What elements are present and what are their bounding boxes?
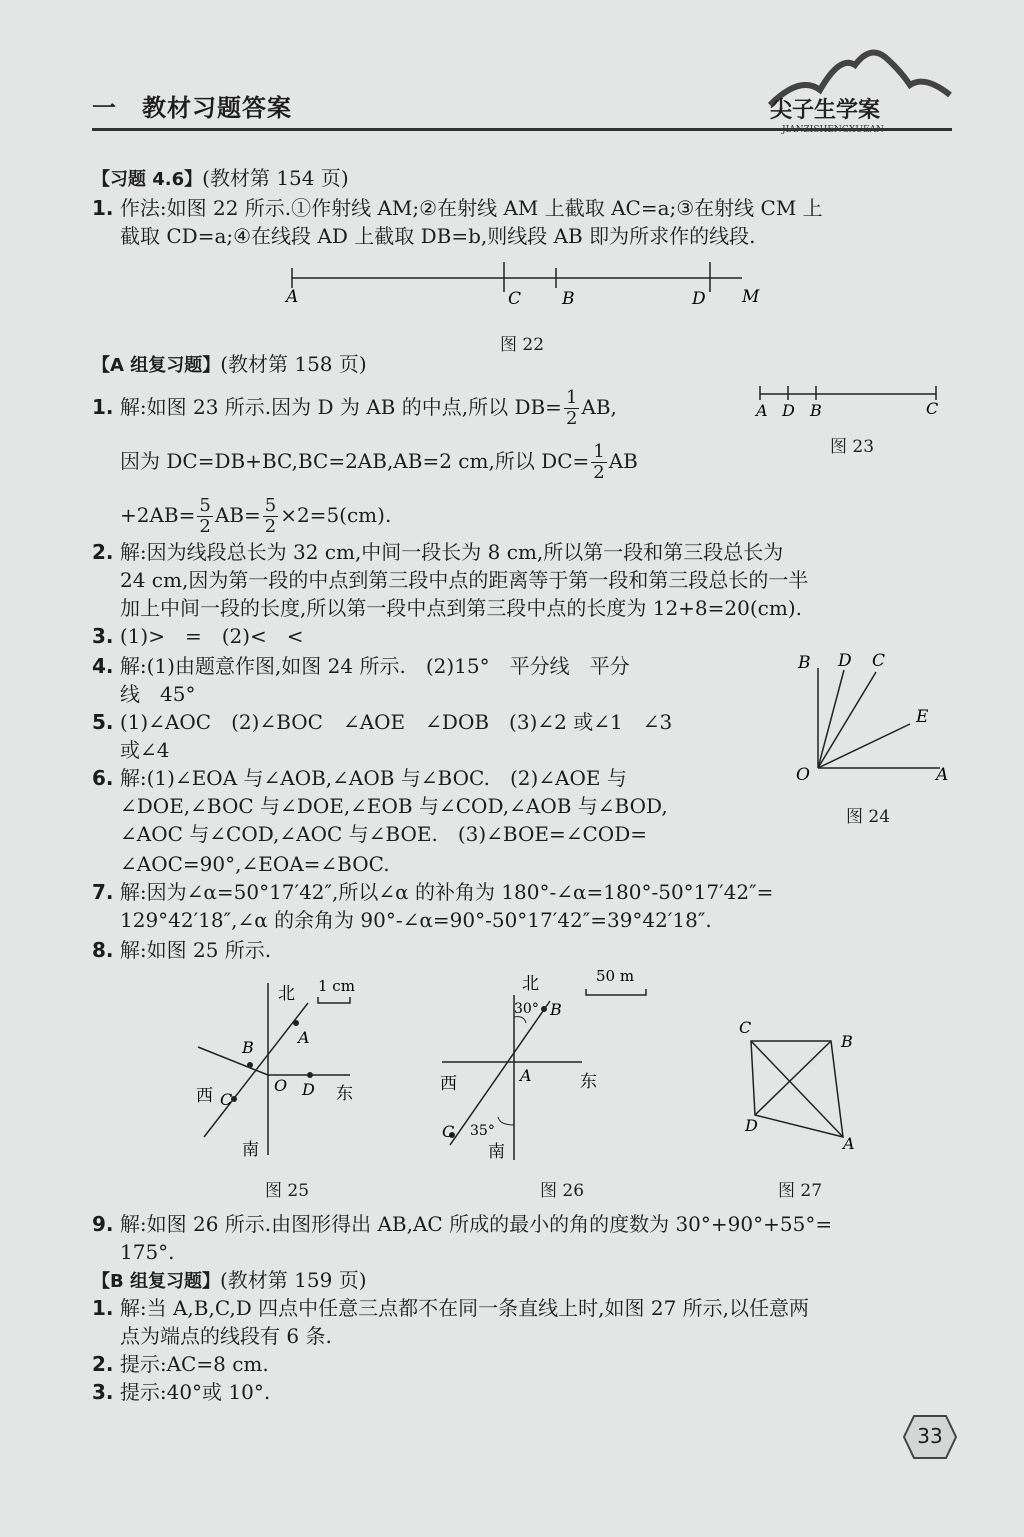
label-A: A xyxy=(843,1134,855,1153)
a6-line1 xyxy=(92,764,627,792)
b3-text: 提示:40°或 10°. xyxy=(119,1380,271,1404)
label-B: B xyxy=(810,401,822,420)
label-D: D xyxy=(692,289,706,309)
label-A: A xyxy=(286,287,299,307)
a5-line1 xyxy=(92,708,672,736)
figure-27-caption: 图 27 xyxy=(778,1181,823,1201)
question-number: 1. xyxy=(92,395,114,419)
label-C: C xyxy=(508,289,522,309)
label-B: B xyxy=(550,1000,562,1019)
b1-text-1: 解:当 A,B,C,D 四点中任意三点都不在同一条直线上时,如图 27 所示,以任意两 xyxy=(119,1296,810,1320)
a1-text-2b: AB xyxy=(608,449,638,473)
a4-line2: 线 45° xyxy=(120,682,196,706)
a6-line2: ∠DOE,∠BOC 与∠DOE,∠EOB 与∠COD,∠AOB 与∠BOD, xyxy=(120,794,668,818)
section-ref: (教材第 158 页) xyxy=(220,352,367,376)
label-A: A xyxy=(756,401,768,420)
scale-bar xyxy=(318,997,350,1003)
figure-26-caption: 图 26 xyxy=(540,1181,585,1201)
label-A: A xyxy=(520,1066,532,1085)
label-E: E xyxy=(916,707,929,727)
section-ref: (教材第 159 页) xyxy=(220,1268,367,1292)
section-ref: (教材第 154 页) xyxy=(202,166,349,190)
label-C: C xyxy=(220,1090,233,1109)
page-header-title: 一 教材习题答案 xyxy=(92,94,292,122)
a1-text-1: 解:如图 23 所示.因为 D 为 AB 的中点,所以 DB= xyxy=(119,395,562,419)
a4-text-1: 解:(1)由题意作图,如图 24 所示. (2)15° 平分线 平分 xyxy=(119,654,630,678)
a5-text-1: (1)∠AOC (2)∠BOC ∠AOE ∠DOB (3)∠2 或∠1 ∠3 xyxy=(119,710,673,734)
q1-text-1: 作法:如图 22 所示.①作射线 AM;②在射线 AM 上截取 AC=a;③在射线 CM 上 xyxy=(119,196,823,220)
logo-text: 尖子生学案 xyxy=(770,97,881,123)
a1-text-3a: +2AB= xyxy=(120,503,196,527)
a2-line2: 24 cm,因为第一段的中点到第三段中点的距离等于第一段和第三段总长的一半 xyxy=(120,568,809,592)
west-label: 西 xyxy=(196,1086,213,1106)
label-D: D xyxy=(838,651,852,671)
figure-22-caption: 图 22 xyxy=(500,335,545,355)
a1-line2 xyxy=(120,442,638,483)
figure-27 xyxy=(735,1015,875,1160)
a5-line2: 或∠4 xyxy=(120,738,170,762)
a1-line3 xyxy=(120,496,391,537)
angle-30-label: 30° xyxy=(514,1001,539,1017)
a7-line2: 129°42′18″,∠α 的余角为 90°-∠α=90°-50°17′42″=39°42′18″. xyxy=(120,908,712,932)
figure-26 xyxy=(436,965,656,1165)
a1-text-1b: AB, xyxy=(581,395,617,419)
logo-subtext: JIANZISHENGXUEAN xyxy=(782,125,884,135)
question-number: 5. xyxy=(92,710,114,734)
section-heading-a xyxy=(92,350,367,380)
fraction-half: $\frac{1}{2}$ xyxy=(593,441,605,483)
figure-24-caption: 图 24 xyxy=(846,807,891,827)
q1-line1 xyxy=(92,194,823,222)
south-label: 南 xyxy=(242,1140,259,1160)
figure-24 xyxy=(790,648,960,788)
label-C: C xyxy=(926,399,939,418)
question-number: 2. xyxy=(92,1352,114,1376)
label-B: B xyxy=(242,1038,254,1057)
section-heading-4-6 xyxy=(92,164,349,194)
a6-line4: ∠AOC=90°,∠EOA=∠BOC. xyxy=(120,852,390,876)
page-number: 33 xyxy=(917,1424,943,1448)
b2-line xyxy=(92,1350,269,1378)
scale-bar xyxy=(586,989,646,995)
b2-text: 提示:AC=8 cm. xyxy=(119,1352,269,1376)
north-label: 北 xyxy=(522,974,539,994)
q1-line2: 截取 CD=a;④在线段 AD 上截取 DB=b,则线段 AB 即为所求作的线段. xyxy=(120,224,756,248)
a9-line2: 175°. xyxy=(120,1240,175,1264)
a9-line1 xyxy=(92,1210,832,1238)
figure-25-caption: 图 25 xyxy=(265,1181,310,1201)
a1-text-3c: ×2=5(cm). xyxy=(280,503,392,527)
a8-line xyxy=(92,936,271,964)
a1-text-2: 因为 DC=DB+BC,BC=2AB,AB=2 cm,所以 DC= xyxy=(120,449,590,473)
a2-text-1: 解:因为线段总长为 32 cm,中间一段长为 8 cm,所以第一段和第三段总长为 xyxy=(119,540,784,564)
section-title: 【B 组复习题】 xyxy=(92,1271,220,1292)
label-B: B xyxy=(798,653,811,673)
label-O: O xyxy=(796,765,810,785)
figure-22 xyxy=(280,258,760,318)
question-number: 9. xyxy=(92,1212,114,1236)
b1-line2: 点为端点的线段有 6 条. xyxy=(120,1324,332,1348)
figure-25 xyxy=(190,975,380,1165)
label-B: B xyxy=(841,1032,853,1051)
a3-line xyxy=(92,622,304,650)
south-label: 南 xyxy=(488,1142,505,1162)
a7-text-1: 解:因为∠α=50°17′42″,所以∠α 的补角为 180°-∠α=180°-50°17′42″= xyxy=(119,880,774,904)
question-number: 3. xyxy=(92,624,114,648)
figure-23-caption: 图 23 xyxy=(830,437,875,457)
a4-line1 xyxy=(92,652,630,680)
a6-text-1: 解:(1)∠EOA 与∠AOB,∠AOB 与∠BOC. (2)∠AOE 与 xyxy=(119,766,627,790)
a3-text: (1)> = (2)< < xyxy=(119,624,304,648)
east-label: 东 xyxy=(336,1084,353,1104)
question-number: 1. xyxy=(92,1296,114,1320)
brand-logo xyxy=(760,35,960,135)
scale-label: 1 cm xyxy=(318,977,355,995)
label-D: D xyxy=(745,1116,758,1135)
east-label: 东 xyxy=(580,1072,597,1092)
question-number: 1. xyxy=(92,196,114,220)
section-title: 【习题 4.6】 xyxy=(92,169,203,190)
section-title: 【A 组复习题】 xyxy=(92,355,221,376)
question-number: 6. xyxy=(92,766,114,790)
question-number: 4. xyxy=(92,654,114,678)
a1-line1 xyxy=(92,388,617,429)
section-heading-b xyxy=(92,1266,367,1296)
a9-text-1: 解:如图 26 所示.由图形得出 AB,AC 所成的最小的角的度数为 30°+90°+55°= xyxy=(119,1212,833,1236)
b3-line xyxy=(92,1378,270,1406)
a2-line1 xyxy=(92,538,783,566)
fraction-five-halves: $\frac{5}{2}$ xyxy=(264,495,277,537)
fraction-half: $\frac{1}{2}$ xyxy=(565,387,578,429)
fraction-five-halves: $\frac{5}{2}$ xyxy=(199,495,211,537)
b1-line1 xyxy=(92,1294,809,1322)
label-M: M xyxy=(742,287,760,307)
angle-35-label: 35° xyxy=(470,1123,495,1139)
label-D: D xyxy=(302,1080,315,1099)
a7-line1 xyxy=(92,878,773,906)
label-D: D xyxy=(782,401,795,420)
a1-text-3b: AB= xyxy=(214,503,261,527)
question-number: 7. xyxy=(92,880,114,904)
north-label: 北 xyxy=(278,984,295,1004)
a8-text: 解:如图 25 所示. xyxy=(119,938,272,962)
scale-label: 50 m xyxy=(596,967,635,985)
west-label: 西 xyxy=(440,1074,457,1094)
label-O: O xyxy=(274,1076,288,1095)
label-A: A xyxy=(298,1028,310,1047)
label-C: C xyxy=(872,651,886,671)
label-A: A xyxy=(936,765,949,785)
label-C: C xyxy=(739,1018,752,1037)
question-number: 3. xyxy=(92,1380,114,1404)
question-number: 2. xyxy=(92,540,114,564)
a6-line3: ∠AOC 与∠COD,∠AOC 与∠BOE. (3)∠BOE=∠COD= xyxy=(120,822,647,846)
a2-line3: 加上中间一段的长度,所以第一段中点到第三段中点的长度为 12+8=20(cm). xyxy=(120,596,802,620)
label-C: C xyxy=(442,1122,455,1141)
label-B: B xyxy=(562,289,575,309)
question-number: 8. xyxy=(92,938,114,962)
